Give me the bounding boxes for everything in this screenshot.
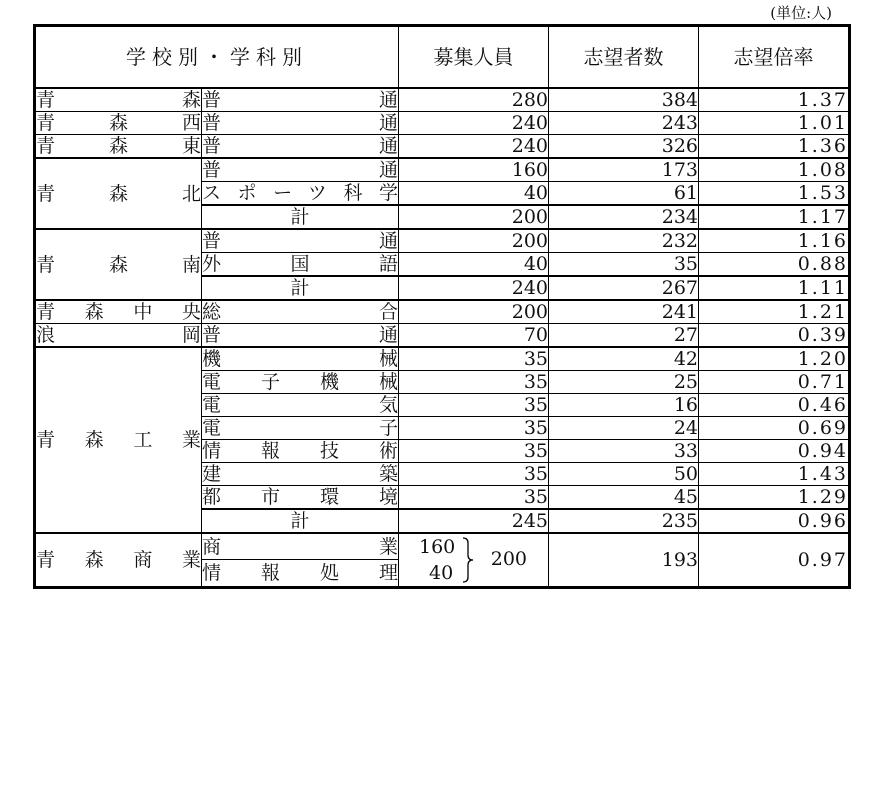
ratio-cell: 1.43 xyxy=(699,463,850,486)
ratio-cell: 1.29 xyxy=(699,486,850,510)
capacity-cell: 35 xyxy=(399,417,549,440)
ratio-cell: 0.46 xyxy=(699,394,850,417)
school-name: 青森中央 xyxy=(36,301,201,323)
dept-name: 情報処理 xyxy=(202,560,399,588)
capacity-cell: 35 xyxy=(399,486,549,510)
school-name: 青森南 xyxy=(35,229,202,300)
school-name: 青森商業 xyxy=(35,533,202,588)
dept-name: 普通 xyxy=(202,135,398,157)
dept-name: 商業 xyxy=(202,533,399,560)
applicants-cell: 243 xyxy=(549,112,699,135)
dept-name: スポーツ科学 xyxy=(202,182,398,204)
applicants-cell: 61 xyxy=(549,182,699,206)
capacity-info-processing: 40 xyxy=(429,562,454,584)
capacity-cell: 160 xyxy=(399,158,549,182)
ratio-cell: 0.69 xyxy=(699,417,850,440)
table-row xyxy=(35,135,850,159)
applicants-cell: 193 xyxy=(549,533,699,588)
capacity-cell: 35 xyxy=(399,347,549,371)
capacity-cell: 40 xyxy=(399,253,549,277)
school-name: 浪岡 xyxy=(36,324,201,346)
table-row xyxy=(35,158,850,182)
dept-name: 情報技術 xyxy=(202,440,398,462)
header-capacity: 募集人員 xyxy=(399,26,549,89)
dept-name: 電気 xyxy=(202,394,398,416)
table-row xyxy=(35,112,850,135)
ratio-cell: 1.21 xyxy=(699,300,850,324)
merged-capacity-cell xyxy=(399,533,549,588)
capacity-cell: 240 xyxy=(399,135,549,159)
dept-name: 外国語 xyxy=(202,253,398,275)
capacity-cell: 240 xyxy=(399,276,549,300)
ratio-cell: 1.37 xyxy=(699,88,850,112)
dept-name: 建築 xyxy=(202,463,398,485)
capacity-total: 200 xyxy=(490,548,527,570)
applicant-ratio-table xyxy=(33,24,851,589)
applicants-cell: 234 xyxy=(549,205,699,229)
school-name: 青森 xyxy=(36,89,201,111)
dept-name: 普通 xyxy=(202,230,398,252)
school-name: 青森西 xyxy=(36,112,201,134)
capacity-cell: 280 xyxy=(399,88,549,112)
applicants-cell: 241 xyxy=(549,300,699,324)
dept-name: 普通 xyxy=(202,159,398,181)
applicants-cell: 326 xyxy=(549,135,699,159)
capacity-cell: 200 xyxy=(399,300,549,324)
capacity-cell: 35 xyxy=(399,440,549,463)
applicants-cell: 25 xyxy=(549,371,699,394)
capacity-cell: 200 xyxy=(399,205,549,229)
dept-name: 電子 xyxy=(202,417,398,439)
table-row xyxy=(35,533,850,560)
dept-name: 普通 xyxy=(202,112,398,134)
ratio-cell: 1.53 xyxy=(699,182,850,206)
ratio-cell: 0.39 xyxy=(699,324,850,348)
ratio-cell: 1.20 xyxy=(699,347,850,371)
capacity-cell: 200 xyxy=(399,229,549,253)
applicants-cell: 45 xyxy=(549,486,699,510)
right-brace-icon xyxy=(461,537,475,583)
applicants-cell: 42 xyxy=(549,347,699,371)
school-name: 青森東 xyxy=(36,135,201,157)
dept-name: 機械 xyxy=(202,348,398,370)
school-name: 青森工業 xyxy=(35,347,202,533)
applicants-cell: 33 xyxy=(549,440,699,463)
table-row xyxy=(35,347,850,371)
ratio-cell: 0.71 xyxy=(699,371,850,394)
ratio-cell: 0.94 xyxy=(699,440,850,463)
applicants-cell: 50 xyxy=(549,463,699,486)
school-name: 青森北 xyxy=(35,158,202,229)
capacity-cell: 35 xyxy=(399,394,549,417)
header-ratio: 志望倍率 xyxy=(699,26,850,89)
capacity-cell: 240 xyxy=(399,112,549,135)
subtotal-label: 計 xyxy=(202,205,399,229)
subtotal-label: 計 xyxy=(202,509,399,533)
table-row xyxy=(35,229,850,253)
header-school-dept: 学校別・学科別 xyxy=(35,26,399,89)
capacity-cell: 70 xyxy=(399,324,549,348)
table-row xyxy=(35,88,850,112)
ratio-cell: 1.17 xyxy=(699,205,850,229)
capacity-cell: 40 xyxy=(399,182,549,206)
ratio-cell: 1.08 xyxy=(699,158,850,182)
ratio-cell: 0.96 xyxy=(699,509,850,533)
ratio-cell: 1.36 xyxy=(699,135,850,159)
table-row xyxy=(35,324,850,348)
applicants-cell: 384 xyxy=(549,88,699,112)
header-row xyxy=(35,26,850,89)
header-applicants: 志望者数 xyxy=(549,26,699,89)
dept-name: 普通 xyxy=(202,324,398,346)
applicants-cell: 24 xyxy=(549,417,699,440)
capacity-cell: 35 xyxy=(399,463,549,486)
ratio-cell: 1.01 xyxy=(699,112,850,135)
applicants-cell: 232 xyxy=(549,229,699,253)
dept-name: 普通 xyxy=(202,89,398,111)
capacity-cell: 35 xyxy=(399,371,549,394)
dept-name: 総合 xyxy=(202,301,398,323)
ratio-cell: 1.11 xyxy=(699,276,850,300)
ratio-cell: 0.97 xyxy=(699,533,850,588)
subtotal-label: 計 xyxy=(202,276,399,300)
capacity-cell: 245 xyxy=(399,509,549,533)
applicants-cell: 16 xyxy=(549,394,699,417)
applicants-cell: 27 xyxy=(549,324,699,348)
ratio-cell: 0.88 xyxy=(699,253,850,277)
applicants-cell: 173 xyxy=(549,158,699,182)
ratio-cell: 1.16 xyxy=(699,229,850,253)
applicants-cell: 267 xyxy=(549,276,699,300)
dept-name: 電子機械 xyxy=(202,371,398,393)
applicants-cell: 235 xyxy=(549,509,699,533)
unit-label: (単位:人) xyxy=(770,4,832,22)
table-row xyxy=(35,300,850,324)
applicants-cell: 35 xyxy=(549,253,699,277)
capacity-commerce: 160 xyxy=(419,536,456,558)
dept-name: 都市環境 xyxy=(202,486,398,508)
